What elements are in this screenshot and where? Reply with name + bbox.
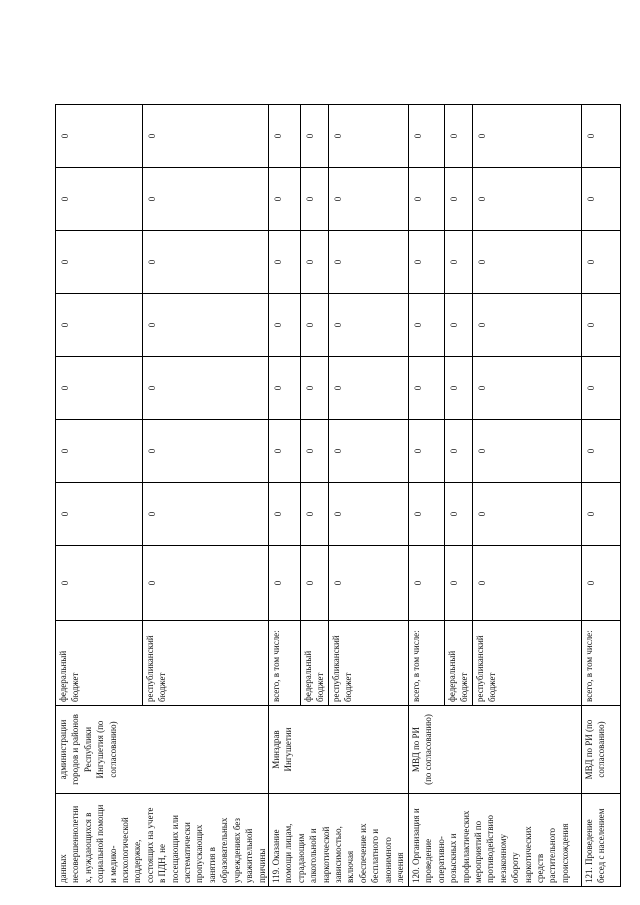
amount-cell: 0	[300, 483, 328, 546]
amount-cell: 0	[328, 546, 408, 621]
amount-cell: 0	[300, 168, 328, 231]
amount-cell: 0	[444, 105, 472, 168]
amount-cell: 0	[328, 105, 408, 168]
table-row	[56, 0, 143, 887]
funding-source-cell: федеральный бюджет	[300, 621, 328, 706]
amount-cell: 0	[581, 420, 620, 483]
amount-cell: 0	[472, 294, 581, 357]
amount-cell: 0	[328, 231, 408, 294]
amount-cell: 0	[408, 168, 444, 231]
amount-cell: 0	[142, 546, 268, 621]
amount-cell: 0	[328, 357, 408, 420]
measure-cell: 121. Проведение бесед с населением	[581, 794, 620, 887]
amount-cell: 0	[408, 294, 444, 357]
responsible-cell: Минздрав Ингушетии	[268, 706, 408, 794]
amount-cell: 0	[328, 420, 408, 483]
amount-cell: 0	[581, 231, 620, 294]
amount-cell: 0	[408, 357, 444, 420]
amount-cell: 0	[56, 168, 143, 231]
amount-cell: 0	[268, 420, 300, 483]
measure-cell: 120. Организация и проведение оперативно- розыскных и профилактических мероприятий по противодействию незаконному обороту наркотических средств растительного происхождения	[408, 794, 581, 887]
amount-cell: 0	[56, 546, 143, 621]
amount-cell: 0	[581, 483, 620, 546]
table-row	[581, 0, 620, 887]
amount-cell: 0	[268, 231, 300, 294]
amount-cell: 0	[444, 168, 472, 231]
amount-cell: 0	[408, 231, 444, 294]
responsible-cell: администрации городов и районов Республики Ингушетия (по согласованию)	[56, 706, 269, 794]
amount-cell: 0	[472, 420, 581, 483]
amount-cell: 0	[444, 357, 472, 420]
amount-cell: 0	[444, 420, 472, 483]
amount-cell: 0	[444, 294, 472, 357]
amount-cell: 0	[472, 357, 581, 420]
amount-cell: 0	[581, 546, 620, 621]
amount-cell: 0	[444, 546, 472, 621]
amount-cell: 0	[408, 105, 444, 168]
amount-cell: 0	[328, 168, 408, 231]
amount-cell: 0	[581, 168, 620, 231]
amount-cell: 0	[408, 483, 444, 546]
amount-cell: 0	[581, 294, 620, 357]
amount-cell: 0	[472, 168, 581, 231]
amount-cell: 0	[268, 546, 300, 621]
amount-cell: 0	[268, 168, 300, 231]
amount-cell: 0	[300, 357, 328, 420]
table-row	[408, 0, 444, 887]
amount-cell: 0	[300, 546, 328, 621]
amount-cell: 0	[142, 168, 268, 231]
funding-source-cell: всего, в том числе:	[268, 621, 300, 706]
amount-cell: 0	[472, 105, 581, 168]
amount-cell: 0	[56, 483, 143, 546]
amount-cell: 0	[300, 105, 328, 168]
amount-cell: 0	[300, 294, 328, 357]
amount-cell: 0	[408, 546, 444, 621]
responsible-cell: МВД по РИ (по согласованию)	[581, 706, 620, 794]
responsible-cell: МВД по РИ (по согласованию)	[408, 706, 581, 794]
amount-cell: 0	[56, 294, 143, 357]
amount-cell: 0	[268, 357, 300, 420]
amount-cell: 0	[408, 420, 444, 483]
funding-source-cell: республиканский бюджет	[142, 621, 268, 706]
amount-cell: 0	[268, 105, 300, 168]
amount-cell: 0	[444, 231, 472, 294]
amount-cell: 0	[444, 483, 472, 546]
amount-cell: 0	[328, 294, 408, 357]
amount-cell: 0	[300, 420, 328, 483]
funding-source-cell: федеральный бюджет	[56, 621, 143, 706]
amount-cell: 0	[581, 105, 620, 168]
amount-cell: 0	[581, 357, 620, 420]
amount-cell: 0	[56, 357, 143, 420]
amount-cell: 0	[142, 357, 268, 420]
funding-source-cell: республиканский бюджет	[328, 621, 408, 706]
funding-source-cell: всего, в том числе:	[408, 621, 444, 706]
amount-cell: 0	[472, 231, 581, 294]
amount-cell: 0	[142, 483, 268, 546]
funding-source-cell: республиканский бюджет	[472, 621, 581, 706]
amount-cell: 0	[328, 483, 408, 546]
amount-cell: 0	[142, 294, 268, 357]
amount-cell: 0	[142, 231, 268, 294]
amount-cell: 0	[472, 546, 581, 621]
amount-cell: 0	[268, 294, 300, 357]
amount-cell: 0	[300, 231, 328, 294]
amount-cell: 0	[56, 420, 143, 483]
amount-cell: 0	[56, 105, 143, 168]
amount-cell: 0	[472, 483, 581, 546]
amount-cell: 0	[142, 105, 268, 168]
amount-cell: 0	[56, 231, 143, 294]
table-row	[268, 0, 300, 887]
funding-source-cell: всего, в том числе:	[581, 621, 620, 706]
funding-source-cell: федеральный бюджет	[444, 621, 472, 706]
measure-cell: данных несовершеннолетни х, нуждающихся в социальной помощи и медико- психологической поддержке, состоящих на учете в ПДН, не посещающих или систематически пропускающих занятия в образовательных учреждениях без уважительной причины	[56, 794, 269, 887]
measure-cell: 119. Оказание помощи лицам, страдающим алкогольной и наркотической зависимостью, включая обеспечение их бесплатного и анонимного лечения	[268, 794, 408, 887]
budget-table	[55, 0, 621, 887]
amount-cell: 0	[268, 483, 300, 546]
amount-cell: 0	[142, 420, 268, 483]
